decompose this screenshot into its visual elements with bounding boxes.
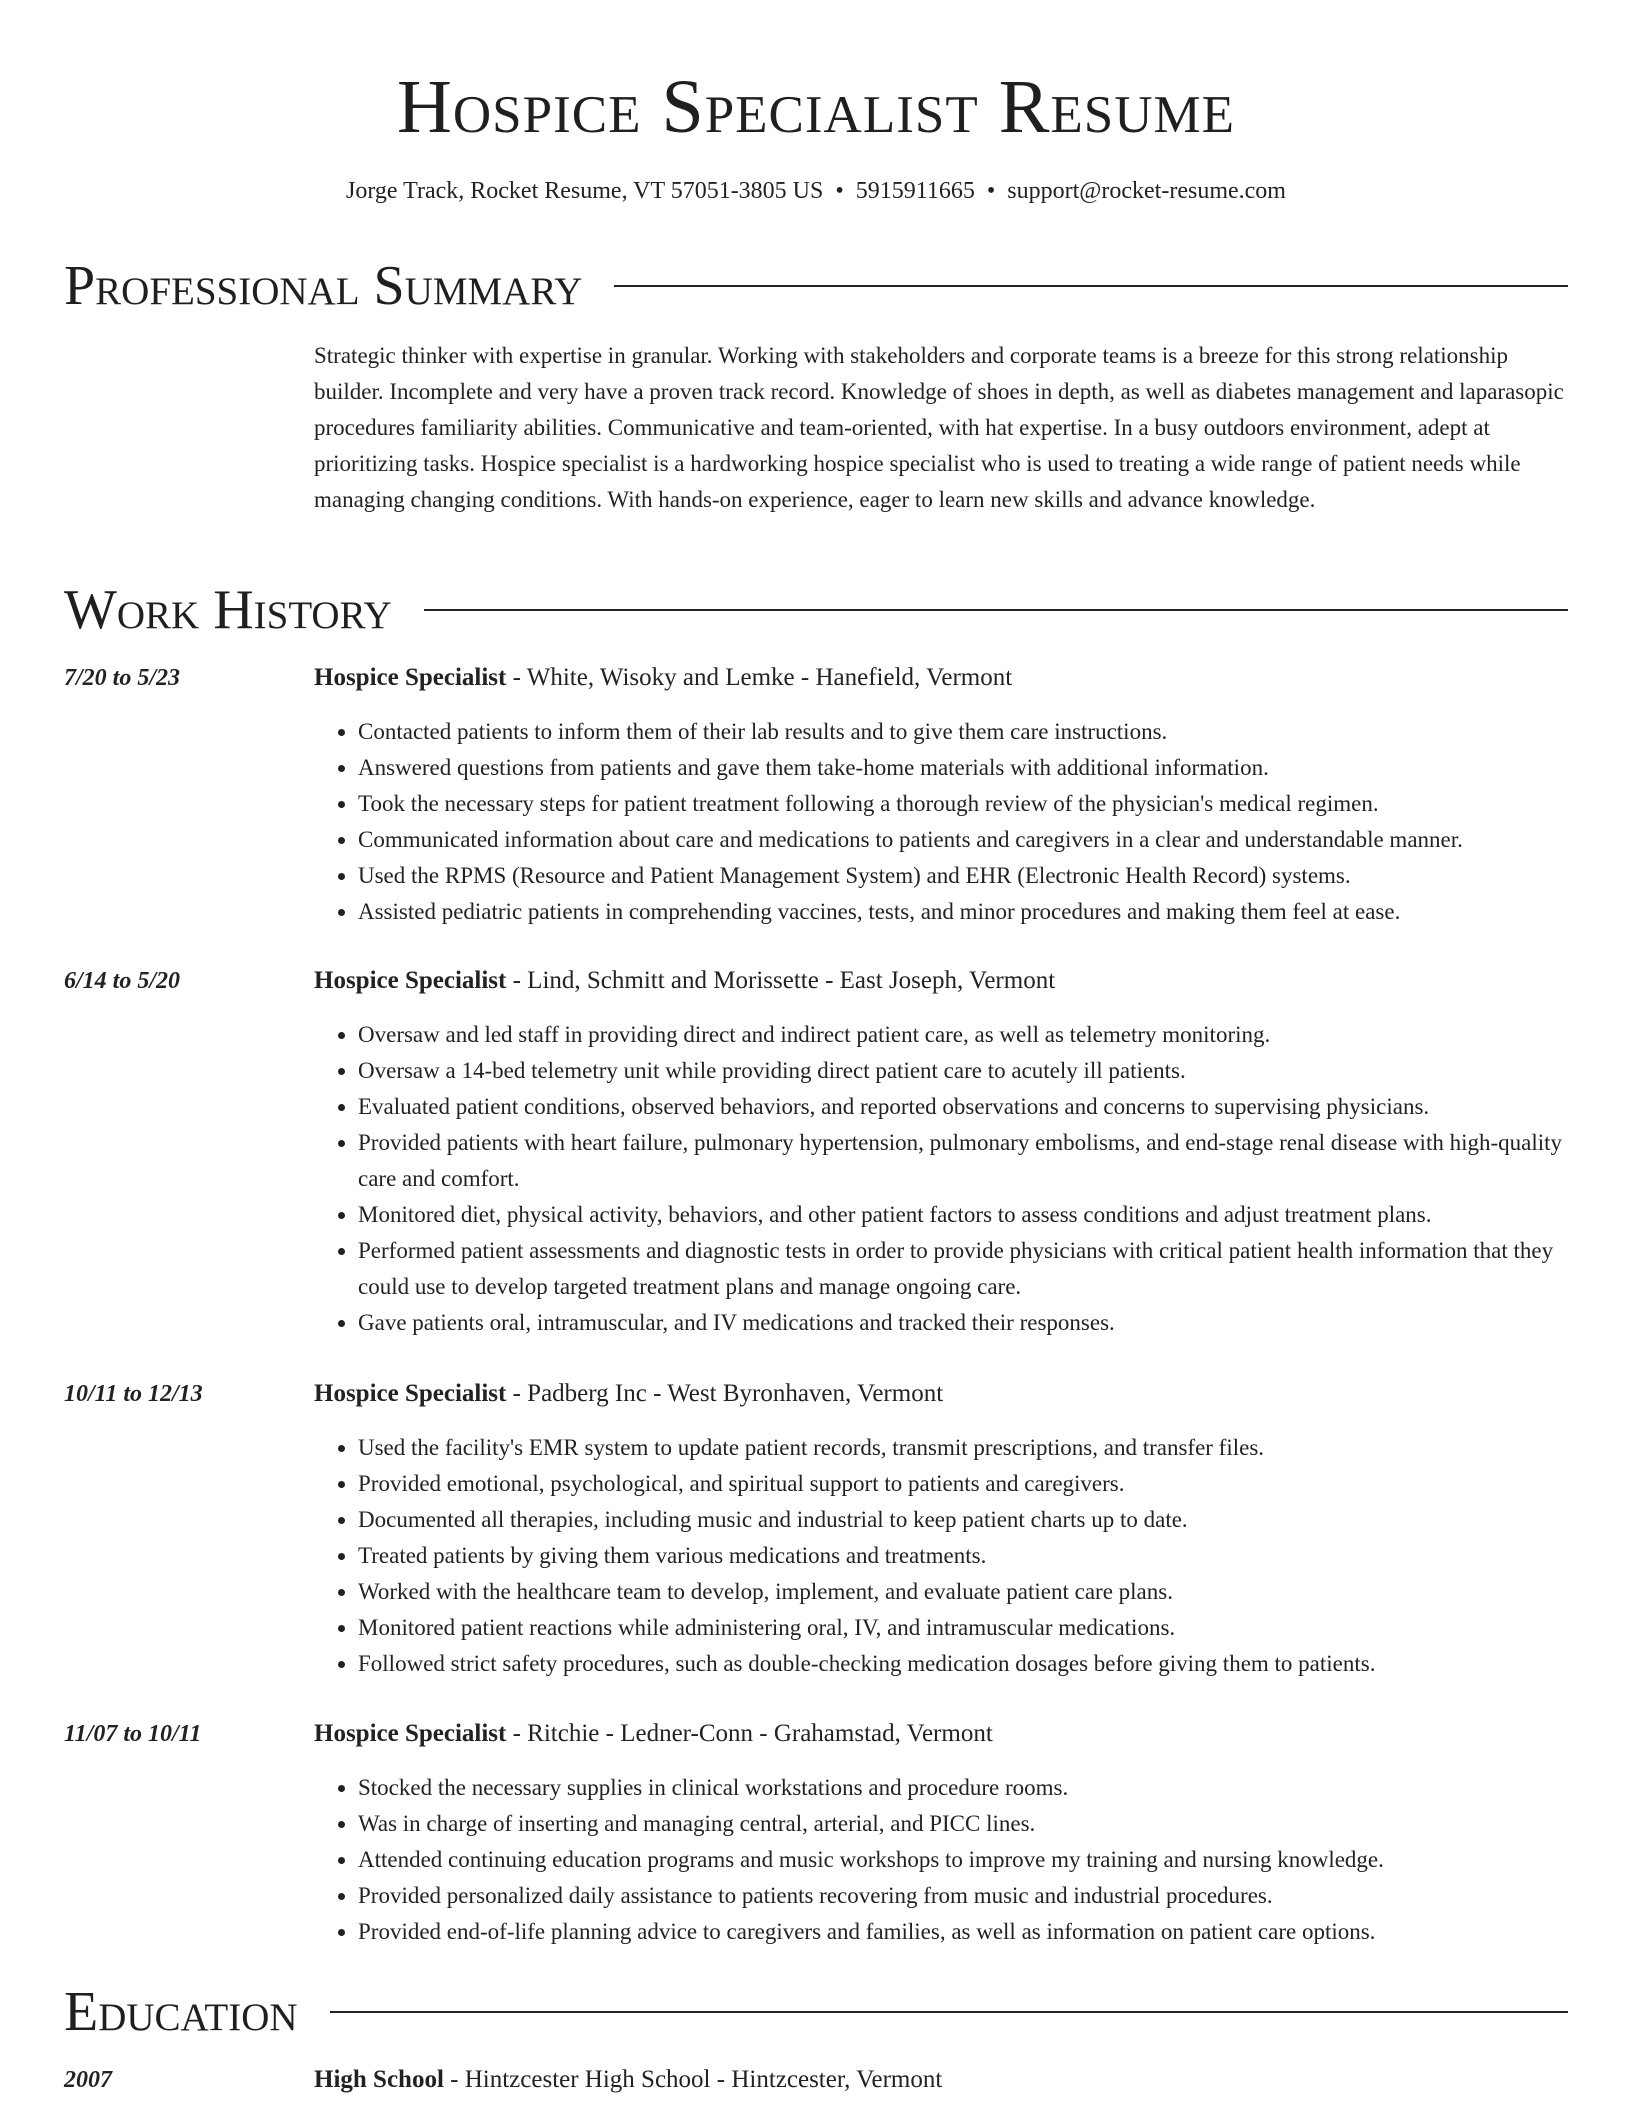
list-item: • Evaluated patient conditions, observed behaviors, and reported observations and concerns to supervising physicians. bbox=[358, 1089, 1568, 1125]
section-heading-summary bbox=[64, 254, 1568, 318]
list-item: • Stocked the necessary supplies in clinical workstations and procedure rooms. bbox=[358, 1770, 1568, 1806]
contact-address: Jorge Track, Rocket Resume, VT 57051-3805 US bbox=[346, 178, 824, 204]
list-item: • Answered questions from patients and gave them take-home materials with additional information. bbox=[358, 750, 1568, 786]
list-item: • Used the facility's EMR system to update patient records, transmit prescriptions, and transfer files. bbox=[358, 1430, 1568, 1466]
job-title: Hospice Specialist bbox=[314, 967, 507, 994]
job-employer: - White, Wisoky and Lemke - Hanefield, Vermont bbox=[506, 664, 1013, 691]
job-bullets bbox=[314, 1430, 1568, 1682]
education-title: High School bbox=[314, 2066, 444, 2093]
job-employer: - Ritchie - Ledner-Conn - Grahamstad, Vermont bbox=[506, 1720, 993, 1747]
list-item: • Was in charge of inserting and managing central, arterial, and PICC lines. bbox=[358, 1806, 1568, 1842]
list-item: • Oversaw a 14-bed telemetry unit while providing direct patient care to acutely ill patients. bbox=[358, 1053, 1568, 1089]
section-title: Work History bbox=[64, 579, 392, 641]
section-divider bbox=[330, 2011, 1568, 2013]
job-heading bbox=[314, 1378, 1568, 1410]
section-title: Education bbox=[64, 1981, 298, 2043]
list-item: • Worked with the healthcare team to develop, implement, and evaluate patient care plans. bbox=[358, 1574, 1568, 1610]
job-employer: - Padberg Inc - West Byronhaven, Vermont bbox=[506, 1380, 944, 1407]
list-item: • Monitored patient reactions while administering oral, IV, and intramuscular medications. bbox=[358, 1610, 1568, 1646]
list-item: • Assisted pediatric patients in comprehending vaccines, tests, and minor procedures and making them feel at ease. bbox=[358, 894, 1568, 930]
section-divider bbox=[424, 609, 1568, 611]
list-item: • Provided patients with heart failure, pulmonary hypertension, pulmonary embolisms, and end-stage renal disease with high-quality care and comfort. bbox=[358, 1125, 1568, 1197]
list-item: • Provided emotional, psychological, and spiritual support to patients and caregivers. bbox=[358, 1466, 1568, 1502]
list-item: • Communicated information about care and medications to patients and caregivers in a clear and understandable manner. bbox=[358, 822, 1568, 858]
list-item: • Performed patient assessments and diagnostic tests in order to provide physicians with critical patient health information that they could use to develop targeted treatment plans and manage ongoing care. bbox=[358, 1233, 1568, 1305]
section-heading-education bbox=[64, 1980, 1568, 2044]
education-school: - Hintzcester High School - Hintzcester, Vermont bbox=[443, 2066, 943, 2093]
job-dates: 10/11 to 12/13 bbox=[64, 1381, 203, 1407]
contact-line bbox=[0, 176, 1632, 206]
list-item: • Provided end-of-life planning advice to caregivers and families, as well as information on patient care options. bbox=[358, 1914, 1568, 1950]
contact-separator: • bbox=[986, 178, 996, 204]
list-item: • Used the RPMS (Resource and Patient Management System) and EHR (Electronic Health Record) systems. bbox=[358, 858, 1568, 894]
list-item: • Provided personalized daily assistance to patients recovering from music and industrial procedures. bbox=[358, 1878, 1568, 1914]
job-dates: 6/14 to 5/20 bbox=[64, 968, 181, 994]
section-divider bbox=[614, 285, 1568, 287]
job-bullets bbox=[314, 1770, 1568, 1950]
page-title: Hospice Specialist Resume bbox=[396, 65, 1236, 149]
job-title: Hospice Specialist bbox=[314, 1720, 507, 1747]
job-bullets bbox=[314, 714, 1568, 930]
education-heading bbox=[314, 2064, 1568, 2096]
contact-phone: 5915911665 bbox=[855, 178, 975, 204]
summary-text: Strategic thinker with expertise in granular. Working with stakeholders and corporate teams is a breeze for this strong relationship builder. Incomplete and very have a proven track record. Knowledge of shoes in depth, as well as diabetes management and laparasopic procedures familiarity abilities. Communicative and team-oriented, with hat expertise. In a busy outdoors environment, adept at prioritizing tasks. Hospice specialist is a hardworking hospice specialist who is used to treating a wide range of patient needs while managing changing conditions. With hands-on experience, eager to learn new skills and advance knowledge. bbox=[314, 343, 1564, 512]
job-heading bbox=[314, 965, 1568, 997]
job-heading bbox=[314, 1718, 1568, 1750]
contact-email: support@rocket-resume.com bbox=[1007, 178, 1286, 204]
education-dates: 2007 bbox=[64, 2067, 112, 2093]
list-item: • Treated patients by giving them various medications and treatments. bbox=[358, 1538, 1568, 1574]
section-title: Professional Summary bbox=[64, 255, 583, 317]
job-bullets bbox=[314, 1017, 1568, 1341]
job-title: Hospice Specialist bbox=[314, 1380, 507, 1407]
job-dates: 7/20 to 5/23 bbox=[64, 665, 181, 691]
list-item: • Contacted patients to inform them of their lab results and to give them care instructions. bbox=[358, 714, 1568, 750]
list-item: • Oversaw and led staff in providing direct and indirect patient care, as well as telemetry monitoring. bbox=[358, 1017, 1568, 1053]
list-item: • Took the necessary steps for patient treatment following a thorough review of the physician's medical regimen. bbox=[358, 786, 1568, 822]
job-heading bbox=[314, 662, 1568, 694]
list-item: • Followed strict safety procedures, such as double-checking medication dosages before giving them to patients. bbox=[358, 1646, 1568, 1682]
list-item: • Gave patients oral, intramuscular, and IV medications and tracked their responses. bbox=[358, 1305, 1568, 1341]
section-heading-work-history bbox=[64, 578, 1568, 642]
job-title: Hospice Specialist bbox=[314, 664, 507, 691]
job-dates: 11/07 to 10/11 bbox=[64, 1721, 202, 1747]
list-item: • Attended continuing education programs and music workshops to improve my training and nursing knowledge. bbox=[358, 1842, 1568, 1878]
contact-separator: • bbox=[835, 178, 844, 204]
job-employer: - Lind, Schmitt and Morissette - East Joseph, Vermont bbox=[506, 967, 1056, 994]
list-item: • Documented all therapies, including music and industrial to keep patient charts up to date. bbox=[358, 1502, 1568, 1538]
list-item: • Monitored diet, physical activity, behaviors, and other patient factors to assess conditions and adjust treatment plans. bbox=[358, 1197, 1568, 1233]
